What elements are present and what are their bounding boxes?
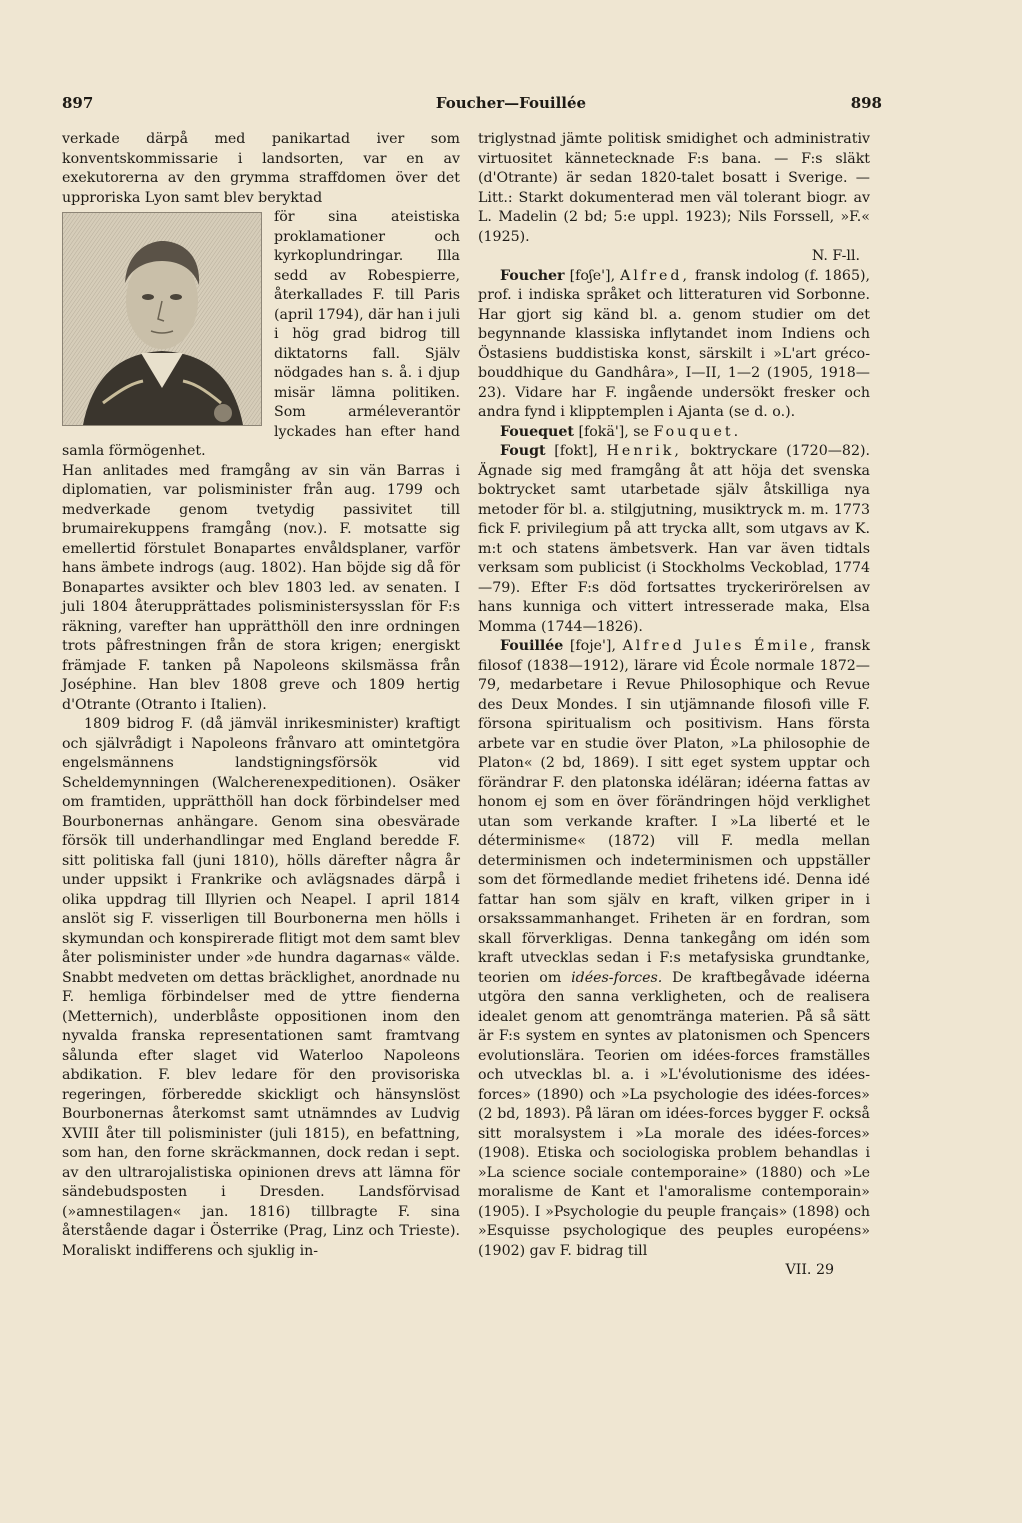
entry-text: fransk indolog (f. 1865), prof. i indiska språket och litteraturen vid Sorbonne. Har gjort sig känd bl. a. genom studier om det begynnande klassiska inflytandet inom Indiens och Östasiens buddistiska konst, särskilt i »L'art gréco-bouddhique du Gandhâra», I—II, 1—2 (1905, 1918—23). Vidare har F. ingående undersökt fresker och andra fynd i klipptemplen i Ajanta (se d. o.). (478, 267, 871, 420)
entry-text: De kraftbegåvade idéerna utgöra den sanna verkligheten, och de realisera idealet genom att genomtränga materien. På så sätt är F:s system en syntes av platonismen och Spencers evolutionslära. Teorien om idées-forces framställes och utvecklas bl. a. i »L'évolutionisme des idées-forces» (1890) och »La psychologie des idées-forces» (2 bd, 1893). På läran om idées-forces bygger F. också sitt moralsystem i »La morale des idées-forces» (1908). Etiska och sociologiska problem behandlas i »La science sociale contemporaine» (1880) och »Le moralisme de Kant et l'amoralisme contemporain» (1905). I »Psychologie du peuple français» (1898) och »Esquisse psychologique des peuples européens» (1902) gav F. bidrag till (478, 969, 870, 1259)
portrait-image (62, 212, 262, 426)
running-head: Foucher—Fouillée (435, 94, 587, 112)
entry-foucher (478, 267, 870, 423)
entry-name: Henrik, (606, 443, 682, 459)
entry-fouillee (478, 637, 870, 1261)
page-number-left: 897 (62, 94, 94, 112)
pronunciation: [foje'], (569, 638, 616, 654)
entry-text: boktryckare (1720—82). Ägnade sig med framgång åt att höja det svenska boktrycket samt utarbetade själv åtskilliga nya metoder för bl. a. stilgjutning, musiktryck m. m. 1773 fick F. privilegium på att trycka allt, som utgavs av K. m:t och statens ämbetsverk. Han var även tidtals verksam som publicist (i Stockholms Veckoblad, 1774—79). Efter F:s död fortsattes tryckerirörelsen av hans kunniga och vittert intresserade maka, Elsa Momma (1744—1826). (478, 443, 871, 635)
fouche-continuation: triglystnad jämte politisk smidighet och administrativ virtuositet kännetecknade F:s bana. — F:s släkt (d'Otrante) är sedan 1820-talet bosatt i Sverige. — Litt.: Starkt dokumenterad men väl tolerant biogr. av L. Madelin (2 bd; 5:e uppl. 1923); Nils Forssell, »F.« (1925). (478, 131, 870, 245)
entry-text: fransk filosof (1838—1912), lärare vid École normale 1872—79, medarbetare i Revue Philosophique och Revue des Deux Mondes. I sin utjämnande filosofi ville F. försona spiritualism och positivism. Hans första arbete var en studie över Platon, »La philosophie de Platon« (2 bd, 1869). I sitt eget system upptar och förändrar F. den platonska idéläran; idéerna fattas av honom ej som en över förändringen höjd verklighet utan som verkande krafter. I »La liberté et le déterminisme« (1872) vill F. medla mellan determinismen och indeterminismen och uppställer som det förmedlande mediet frihetens idé. Denna idé fattar han som själv en kraft, vilken griper in i orsakssammanhanget. Friheten är en fordran, som skall förverkligas. Denna tankegång om idén som kraft utvecklas sedan i F:s metafysiska grundtanke, teorien om (478, 638, 870, 986)
author-signature: N. F-ll. (811, 248, 860, 264)
pronunciation: [fokt], (554, 443, 598, 459)
portrait-engraving (63, 213, 261, 425)
entry-fouequet (478, 423, 870, 443)
page-number-right: 898 (850, 94, 882, 112)
fouche-paragraph-1-rest: Han anlitades med framgång av sin vän Barras i diplomatien, var polisminister från aug. 1799 och medverkade genom tvetydig passivitet till brumairekuppens framgång (nov.). F. motsatte sig emellertid förstulet Bonapartes envåldsplaner, varför hans ämbete indrogs (aug. 1802). Han böjde sig då för Bonapartes avsikter och blev 1803 led. av senaten. I juli 1804 återupprättades polisministersysslan för F:s räkning, varefter han upprätthöll den inre ordningen trots påfrestningen från de stora krigen; energiskt främjade F. tanken på Napoleons skilsmässa från Joséphine. Han blev 1808 greve och 1809 hertig d'Otrante (Otranto i Italien). (62, 462, 460, 713)
fouche-intro: verkade därpå med panikartad iver som konventskommissarie i landsorten, var en av exekutorerna av den grymma straffdomen över det upproriska Lyon samt blev beryktad (62, 131, 460, 206)
entry-text: se (633, 423, 649, 440)
headword-fouequet: Fouequet (500, 423, 574, 440)
entry-fougt (478, 442, 870, 637)
left-column (62, 130, 460, 1261)
cross-reference: Fouquet. (653, 423, 742, 440)
headword-fougt: Fougt (500, 443, 546, 459)
entry-name: Alfred, (620, 267, 690, 284)
italic-term: idées-forces. (571, 969, 663, 986)
fouche-portrait-text: för sina ateistiska proklamationer och kyrkoplundringar. Illa sedd av Robespierre, återkallades F. till Paris (april 1794), där han i juli i hög grad bidrog till diktatorns fall. Själv nödgades han s. å. i djup misär lämna politiken. Som arméleverantör lyckades han efter hand samla förmögenhet. (62, 209, 460, 459)
fouche-paragraph-2: 1809 bidrog F. (då jämväl inrikesminister) kraftigt och självrådigt i Napoleons frånvaro att omintetgöra engelsmännens landstigningsförsök vid Scheldemynningen (Walcherenexpeditionen). Osäker om framtiden, upprätthöll han dock förbindelser med Bourbonernas anhängare. Genom sina obesvärade försök till underhandlingar med England beredde F. sitt politiska fall (juni 1810), hölls därefter några år under uppsikt i Frankrike och avlägsnades därpå i olika uppdrag till Illyrien och Neapel. I april 1814 anslöt sig F. visserligen till Bourbonerna men hölls i skymundan och konspirerade flitigt mot dem samt blev åter polisminister under »de hundra dagarnas« välde. Snabbt medveten om dettas bräcklighet, anordnade nu F. hemliga förbindelser med de yttre fienderna (Metternich), underblåste oppositionen inom den nyvalda franska representationen samt framtvang sålunda efter slaget vid Waterloo Napoleons abdikation. F. blev ledare för den provisoriska regeringen, förberedde skickligt och hänsynslöst Bourbonernas återkomst samt utnämndes av Ludvig XVIII åter till polisminister (juli 1815), en befattning, som han, den forne skräckmannen, dock redan i sept. av den ultrarojalistiska opinionen drevs att lämna för sändebudsposten i Dresden. Landsförvisad (»amnestilagen« jan. 1816) tillbragte F. sina återstående dagar i Österrike (Prag, Linz och Trieste). Moraliskt indifferens och sjuklig in- (62, 716, 460, 1259)
entry-name: Alfred Jules Émile, (622, 638, 818, 654)
pronunciation: [foʃe'], (569, 267, 616, 284)
headword-foucher: Foucher (500, 267, 565, 284)
headword-fouillee: Fouillée (500, 638, 564, 654)
pronunciation: [fokä'], (578, 423, 629, 440)
right-column (478, 130, 870, 1281)
signature-mark: VII. 29 (785, 1262, 834, 1278)
